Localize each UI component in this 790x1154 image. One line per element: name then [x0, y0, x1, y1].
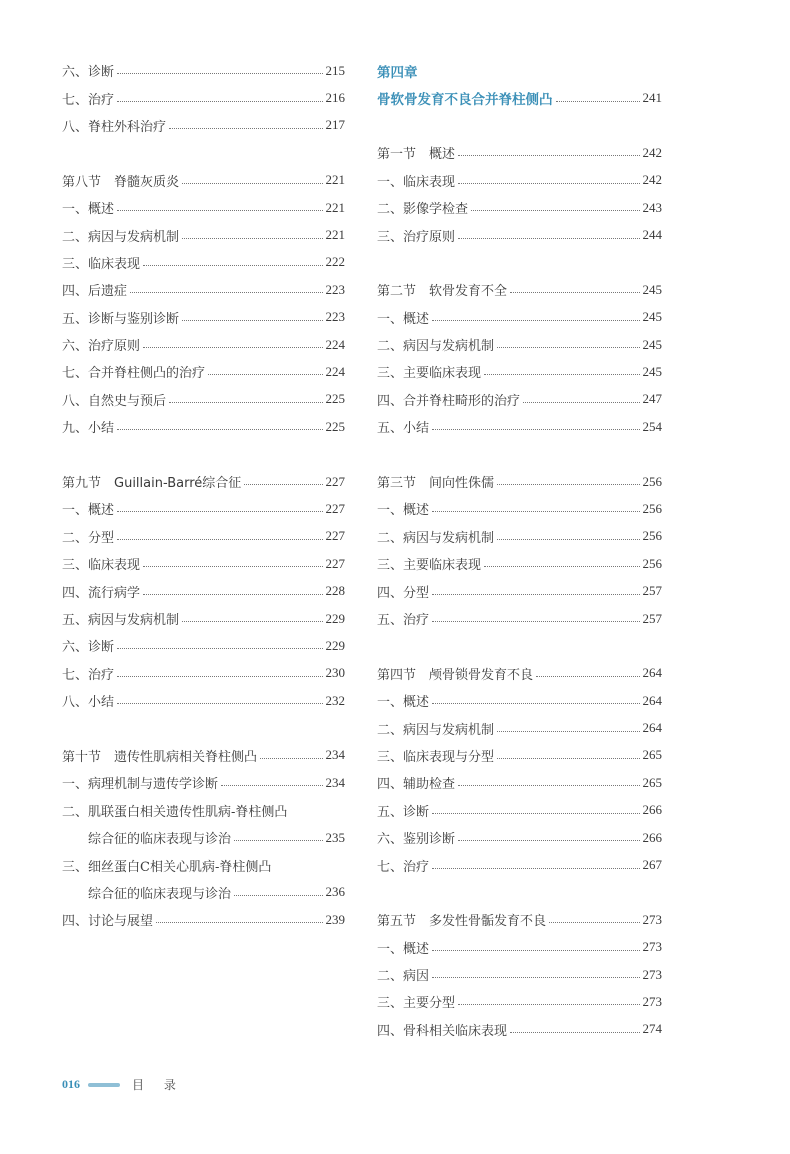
toc-entry-title: 四、流行病学: [62, 585, 141, 601]
dot-leader: [497, 731, 639, 732]
toc-entry[interactable]: [377, 934, 662, 961]
toc-entry-title: 骨软骨发育不良合并脊柱侧凸: [377, 92, 553, 109]
running-header-label: 目 录: [132, 1078, 184, 1092]
toc-entry[interactable]: [62, 331, 345, 358]
toc-page-number: 273: [642, 993, 662, 1009]
toc-page-number: 241: [642, 90, 662, 106]
dot-leader: [169, 128, 322, 129]
toc-page-number: 247: [642, 391, 662, 407]
toc-entry-title: 二、病因: [377, 969, 430, 985]
toc-section-entry[interactable]: [377, 139, 662, 166]
toc-entry[interactable]: [62, 221, 345, 248]
dot-leader: [536, 676, 639, 677]
dot-leader: [458, 1004, 639, 1005]
toc-page-number: 273: [642, 939, 662, 955]
dot-leader: [484, 374, 639, 375]
dot-leader: [182, 621, 322, 622]
toc-entry-title: 一、概述: [377, 941, 430, 957]
toc-entry[interactable]: [62, 276, 345, 303]
toc-entry-title: 七、治疗: [62, 92, 115, 108]
dot-leader: [117, 210, 322, 211]
toc-page-number: 229: [325, 610, 345, 626]
toc-page-number: 256: [642, 473, 662, 489]
toc-page-number: 256: [642, 555, 662, 571]
toc-entry[interactable]: [377, 824, 662, 851]
toc-entry-title: 二、分型: [62, 530, 115, 546]
toc-entry-title: 第九节 Guillain-Barré综合征: [62, 476, 242, 492]
dot-leader: [143, 265, 322, 266]
toc-entry-title: 九、小结: [62, 421, 115, 437]
toc-entry-title: 五、诊断: [377, 804, 430, 820]
toc-left-column: [62, 57, 345, 934]
dot-leader: [432, 703, 639, 704]
toc-entry[interactable]: [62, 84, 345, 111]
dot-leader: [156, 922, 322, 923]
toc-entry[interactable]: [62, 851, 345, 878]
dot-leader: [432, 429, 639, 430]
dot-leader: [117, 429, 322, 430]
toc-entry-title: 第四节 颅骨锁骨发育不良: [377, 667, 534, 683]
dot-leader: [432, 594, 639, 595]
toc-entry[interactable]: [377, 413, 662, 440]
toc-page-number: 225: [325, 391, 345, 407]
toc-entry-title: 一、临床表现: [377, 174, 456, 190]
toc-spacer: [377, 112, 662, 139]
toc-entry[interactable]: [62, 57, 345, 84]
toc-entry-title: 八、自然史与预后: [62, 393, 167, 409]
toc-entry[interactable]: [377, 851, 662, 878]
toc-page-number: 256: [642, 500, 662, 516]
toc-page-number: 234: [325, 747, 345, 763]
dot-leader: [117, 648, 322, 649]
toc-page-number: 222: [325, 254, 345, 270]
dot-leader: [497, 539, 639, 540]
toc-page-number: 217: [325, 117, 345, 133]
toc-entry-title: 三、细丝蛋白C相关心肌病-脊柱侧凸: [62, 859, 272, 875]
toc-entry[interactable]: [377, 1016, 662, 1043]
dot-leader: [484, 566, 639, 567]
dot-leader: [510, 292, 639, 293]
toc-entry-title: 三、主要临床表现: [377, 558, 482, 574]
toc-entry[interactable]: [377, 988, 662, 1015]
toc-section-entry[interactable]: [62, 742, 345, 769]
toc-entry-title: 第五节 多发性骨骺发育不良: [377, 914, 547, 930]
toc-entry-title: 六、治疗原则: [62, 339, 141, 355]
toc-entry-title: 一、概述: [377, 311, 430, 327]
toc-entry-title: 五、病因与发病机制: [62, 613, 180, 628]
toc-page-number: 254: [642, 418, 662, 434]
toc-entry-title: 二、肌联蛋白相关遗传性肌病-脊柱侧凸: [62, 804, 288, 820]
toc-page-number: 245: [642, 309, 662, 325]
toc-page-number: 235: [325, 829, 345, 845]
toc-entry-title: 三、治疗原则: [377, 229, 456, 245]
toc-entry-title: 七、治疗: [62, 667, 115, 683]
toc-entry-title: 二、影像学检查: [377, 202, 469, 218]
toc-entry[interactable]: [377, 523, 662, 550]
toc-entry[interactable]: [62, 687, 345, 714]
toc-entry-title: 七、合并脊柱侧凸的治疗: [62, 366, 206, 382]
dot-leader: [432, 320, 639, 321]
toc-page-number: 257: [642, 610, 662, 626]
toc-section-entry[interactable]: [377, 468, 662, 495]
toc-page-number: 236: [325, 884, 345, 900]
toc-entry[interactable]: [62, 769, 345, 796]
toc-chapter-number[interactable]: [377, 57, 662, 84]
toc-page-number: 257: [642, 583, 662, 599]
toc-section-entry[interactable]: [62, 468, 345, 495]
dot-leader: [458, 785, 639, 786]
toc-entry[interactable]: [62, 632, 345, 659]
dot-leader: [471, 210, 639, 211]
dot-leader: [458, 840, 639, 841]
dot-leader: [556, 101, 640, 102]
toc-entry[interactable]: [377, 386, 662, 413]
dot-leader: [432, 950, 639, 951]
toc-page-number: 221: [325, 227, 345, 243]
toc-page-number: 234: [325, 774, 345, 790]
toc-entry[interactable]: [62, 304, 345, 331]
dot-leader: [432, 621, 639, 622]
toc-page-number: 227: [325, 500, 345, 516]
toc-page-number: 266: [642, 829, 662, 845]
dot-leader: [117, 511, 322, 512]
toc-entry-title: 综合征的临床表现与诊治: [88, 886, 232, 902]
toc-entry-title: 第二节 软骨发育不全: [377, 284, 508, 300]
toc-entry[interactable]: [62, 358, 345, 385]
toc-page-number: 265: [642, 747, 662, 763]
toc-entry-title: 四、辅助检查: [377, 777, 456, 793]
dot-leader: [549, 922, 639, 923]
toc-entry[interactable]: [377, 194, 662, 221]
toc-page-number: 264: [642, 665, 662, 681]
toc-page-number: 245: [642, 281, 662, 297]
toc-entry-title: 五、小结: [377, 421, 430, 437]
toc-entry-title: 四、分型: [377, 585, 430, 601]
toc-entry[interactable]: [62, 249, 345, 276]
footer-decor-bar: [88, 1083, 120, 1087]
toc-entry[interactable]: [377, 358, 662, 385]
toc-entry[interactable]: [377, 605, 662, 632]
toc-entry-title: 八、小结: [62, 695, 115, 711]
toc-page-number: 227: [325, 555, 345, 571]
toc-chapter-title[interactable]: [377, 84, 662, 111]
toc-entry[interactable]: [377, 769, 662, 796]
dot-leader: [432, 511, 639, 512]
dot-leader: [432, 977, 639, 978]
toc-entry[interactable]: [377, 167, 662, 194]
toc-entry-title: 一、病理机制与遗传学诊断: [62, 777, 219, 793]
toc-entry-title: 六、诊断: [62, 640, 115, 656]
toc-entry[interactable]: [62, 797, 345, 824]
toc-page-number: 227: [325, 473, 345, 489]
toc-entry-title: 八、脊柱外科治疗: [62, 119, 167, 135]
dot-leader: [117, 539, 322, 540]
dot-leader: [117, 676, 322, 677]
toc-entry-title: 一、概述: [62, 202, 115, 218]
toc-page-number: 264: [642, 720, 662, 736]
toc-entry-title: 四、后遗症: [62, 284, 128, 300]
toc-page-number: 273: [642, 966, 662, 982]
toc-entry[interactable]: [377, 742, 662, 769]
toc-page-number: 232: [325, 692, 345, 708]
dot-leader: [182, 238, 322, 239]
toc-section-entry[interactable]: [377, 660, 662, 687]
page-number: 016: [62, 1077, 80, 1091]
toc-page-number: 229: [325, 637, 345, 653]
toc-page-number: 242: [642, 144, 662, 160]
toc-entry[interactable]: [62, 660, 345, 687]
toc-entry[interactable]: [62, 112, 345, 139]
dot-leader: [244, 484, 322, 485]
toc-entry-title: 一、概述: [62, 503, 115, 519]
toc-spacer: [62, 714, 345, 741]
dot-leader: [117, 703, 322, 704]
toc-spacer: [377, 632, 662, 659]
toc-entry-continuation[interactable]: [62, 879, 345, 906]
toc-entry-title: 二、病因与发病机制: [62, 229, 180, 245]
toc-page-number: 224: [325, 336, 345, 352]
toc-entry[interactable]: [377, 687, 662, 714]
toc-entry-title: 四、合并脊柱畸形的治疗: [377, 393, 521, 409]
toc-entry[interactable]: [377, 331, 662, 358]
toc-page-number: 227: [325, 528, 345, 544]
toc-entry-title: 综合征的临床表现与诊治: [88, 832, 232, 848]
toc-entry[interactable]: [62, 194, 345, 221]
dot-leader: [510, 1032, 639, 1033]
toc-entry-title: 五、治疗: [377, 613, 430, 628]
toc-page-number: 267: [642, 857, 662, 873]
toc-entry-title: 六、诊断: [62, 65, 115, 81]
toc-entry-title: 一、概述: [377, 695, 430, 711]
toc-page-number: 266: [642, 802, 662, 818]
toc-entry[interactable]: [62, 577, 345, 604]
toc-page-number: 242: [642, 172, 662, 188]
toc-page-number: 223: [325, 281, 345, 297]
dot-leader: [208, 374, 322, 375]
toc-entry-title: 第八节 脊髓灰质炎: [62, 174, 180, 190]
toc-page-number: 244: [642, 227, 662, 243]
toc-entry[interactable]: [377, 495, 662, 522]
dot-leader: [497, 347, 639, 348]
toc-entry-title: 一、概述: [377, 503, 430, 519]
dot-leader: [182, 320, 322, 321]
dot-leader: [143, 566, 322, 567]
toc-entry-title: 三、临床表现: [62, 558, 141, 574]
dot-leader: [169, 402, 322, 403]
toc-entry[interactable]: [377, 797, 662, 824]
toc-section-entry[interactable]: [62, 167, 345, 194]
toc-page-number: 274: [642, 1021, 662, 1037]
toc-page-number: 245: [642, 363, 662, 379]
toc-entry[interactable]: [377, 961, 662, 988]
toc-entry-title: 六、鉴别诊断: [377, 832, 456, 848]
dot-leader: [458, 183, 639, 184]
toc-spacer: [377, 249, 662, 276]
toc-entry-title: 三、主要分型: [377, 996, 456, 1012]
dot-leader: [497, 758, 639, 759]
toc-page-number: 221: [325, 199, 345, 215]
dot-leader: [432, 813, 639, 814]
dot-leader: [260, 758, 322, 759]
toc-entry-title: 第十节 遗传性肌病相关脊柱侧凸: [62, 749, 258, 765]
dot-leader: [117, 101, 322, 102]
dot-leader: [234, 840, 322, 841]
toc-entry-title: 二、病因与发病机制: [377, 339, 495, 355]
toc-entry-continuation[interactable]: [62, 824, 345, 851]
toc-page-number: 264: [642, 692, 662, 708]
toc-spacer: [377, 879, 662, 906]
toc-entry-title: 三、主要临床表现: [377, 366, 482, 382]
toc-page-number: 228: [325, 583, 345, 599]
toc-entry[interactable]: [377, 550, 662, 577]
toc-entry-title: 七、治疗: [377, 859, 430, 875]
toc-section-entry[interactable]: [377, 276, 662, 303]
toc-entry-title: 第一节 概述: [377, 147, 456, 163]
toc-page-number: 265: [642, 774, 662, 790]
toc-page-number: 256: [642, 528, 662, 544]
dot-leader: [458, 238, 639, 239]
toc-entry-title: 三、临床表现: [62, 256, 141, 272]
toc-entry[interactable]: [62, 413, 345, 440]
toc-section-entry[interactable]: [377, 906, 662, 933]
toc-entry[interactable]: [377, 304, 662, 331]
toc-entry-title: 四、讨论与展望: [62, 914, 154, 930]
toc-page-number: 245: [642, 336, 662, 352]
toc-page-number: 273: [642, 911, 662, 927]
page-footer: [62, 1076, 184, 1093]
toc-page-number: 216: [325, 90, 345, 106]
toc-entry[interactable]: [62, 605, 345, 632]
toc-entry[interactable]: [377, 577, 662, 604]
toc-right-column: [377, 57, 662, 1043]
toc-entry-title: 二、病因与发病机制: [377, 530, 495, 546]
toc-page-number: 230: [325, 665, 345, 681]
toc-entry[interactable]: [62, 550, 345, 577]
dot-leader: [234, 895, 322, 896]
toc-entry-title: 三、临床表现与分型: [377, 749, 495, 765]
toc-page-number: 239: [325, 911, 345, 927]
dot-leader: [458, 155, 639, 156]
dot-leader: [182, 183, 322, 184]
toc-entry[interactable]: [62, 523, 345, 550]
toc-entry[interactable]: [62, 386, 345, 413]
toc-page-number: 215: [325, 62, 345, 78]
dot-leader: [221, 785, 322, 786]
toc-entry-title: 第三节 间向性侏儒: [377, 476, 495, 492]
dot-leader: [432, 868, 639, 869]
toc-page-number: 243: [642, 199, 662, 215]
toc-entry[interactable]: [377, 714, 662, 741]
dot-leader: [143, 594, 322, 595]
toc-spacer: [62, 139, 345, 166]
dot-leader: [143, 347, 322, 348]
toc-entry-title: 五、诊断与鉴别诊断: [62, 311, 180, 327]
toc-entry-title: 第四章: [377, 64, 418, 81]
dot-leader: [523, 402, 639, 403]
toc-page-number: 225: [325, 418, 345, 434]
dot-leader: [117, 73, 322, 74]
toc-entry-title: 二、病因与发病机制: [377, 722, 495, 738]
toc-spacer: [377, 440, 662, 467]
toc-page-number: 221: [325, 172, 345, 188]
dot-leader: [497, 484, 639, 485]
toc-entry-title: 四、骨科相关临床表现: [377, 1023, 508, 1039]
toc-spacer: [62, 440, 345, 467]
dot-leader: [130, 292, 322, 293]
toc-page-number: 223: [325, 309, 345, 325]
toc-page-number: 224: [325, 363, 345, 379]
toc-entry[interactable]: [62, 495, 345, 522]
toc-entry[interactable]: [62, 906, 345, 933]
toc-entry[interactable]: [377, 221, 662, 248]
